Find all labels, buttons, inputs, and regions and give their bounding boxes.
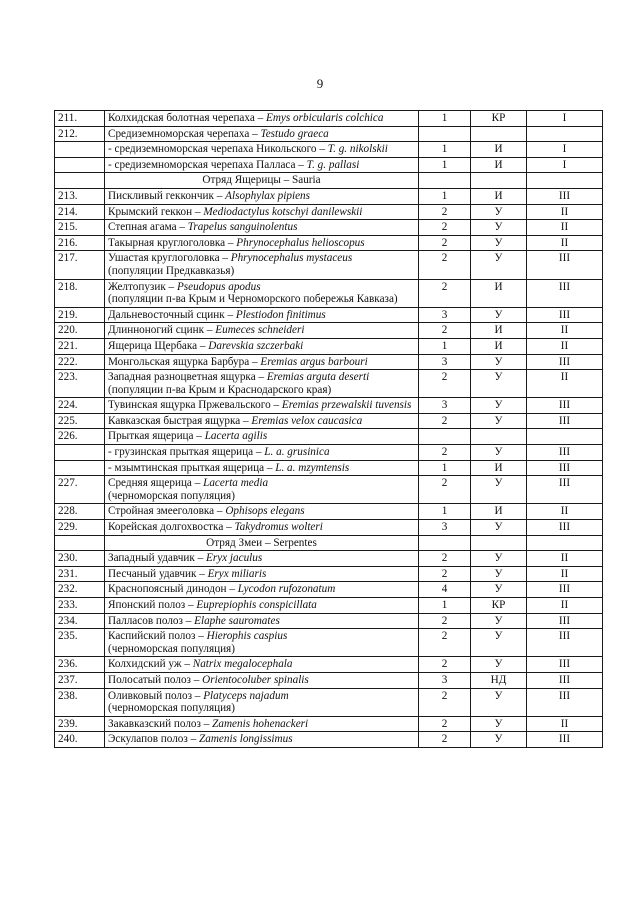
rarity-category: 3 (419, 672, 471, 688)
species-common-name: Стройная змееголовка – (108, 505, 226, 518)
group-header-row (55, 173, 603, 189)
species-common-name: Пискливый геккончик – (108, 189, 226, 202)
row-number: 236. (55, 657, 105, 673)
species-latin-name: Natrix megalocephala (192, 658, 293, 671)
table-row (55, 445, 603, 461)
protection-priority: II (527, 204, 603, 220)
rarity-category: 1 (419, 142, 471, 158)
species-common-name: Колхидская болотная черепаха – (108, 112, 267, 124)
species-name (105, 445, 419, 461)
status-code: У (471, 551, 527, 567)
status-code: И (471, 460, 527, 476)
species-name (105, 188, 419, 204)
rarity-category: 2 (419, 204, 471, 220)
population-note: (черноморская популяция) (108, 642, 235, 655)
row-number: 218. (55, 279, 105, 307)
species-name (105, 354, 419, 370)
protection-priority (527, 126, 603, 142)
rarity-category: 2 (419, 279, 471, 307)
species-common-name: Средняя ящерица – (108, 477, 204, 490)
species-latin-name: T. g. pallasi (306, 158, 360, 171)
species-latin-name: Euprepiophis conspicillata (196, 599, 317, 611)
table-row (55, 629, 603, 657)
species-name (105, 613, 419, 629)
species-latin-name: Eryx jaculus (206, 552, 263, 565)
protection-priority: II (527, 220, 603, 236)
row-number: 230. (55, 551, 105, 567)
species-name (105, 732, 419, 748)
protection-priority: II (527, 323, 603, 339)
table-row (55, 598, 603, 614)
species-common-name: Оливковый полоз – (108, 689, 204, 702)
rarity-category: 2 (419, 220, 471, 236)
status-code (471, 429, 527, 445)
species-common-name: - мзымтинская прыткая ящерица – (108, 461, 276, 474)
status-code: У (471, 398, 527, 414)
rarity-category: 2 (419, 613, 471, 629)
table-row (55, 142, 603, 158)
rarity-category (419, 126, 471, 142)
row-number: 215. (55, 220, 105, 236)
rarity-category: 1 (419, 460, 471, 476)
protection-priority: III (527, 354, 603, 370)
status-code: У (471, 613, 527, 629)
row-number: 240. (55, 732, 105, 748)
status-code: У (471, 445, 527, 461)
status-code: У (471, 220, 527, 236)
species-common-name: Закавказский полоз – (108, 717, 213, 730)
status-code: У (471, 688, 527, 716)
species-common-name: Японский полоз – (108, 599, 197, 611)
row-number: 221. (55, 338, 105, 354)
species-name (105, 413, 419, 429)
status-code: И (471, 188, 527, 204)
page-number: 9 (316, 76, 324, 91)
protection-priority: I (527, 157, 603, 173)
status-code: У (471, 566, 527, 582)
species-common-name: Эскулапов полоз – (108, 733, 200, 746)
species-latin-name: Takydromus wolteri (234, 521, 323, 534)
population-note: (популяции Предкавказья) (108, 264, 235, 277)
rarity-category: 2 (419, 566, 471, 582)
species-common-name: Западный удавчик – (108, 552, 206, 565)
species-name (105, 460, 419, 476)
table-row (55, 188, 603, 204)
species-name (105, 429, 419, 445)
species-common-name: Ящерица Щербака – (108, 339, 209, 352)
species-latin-name: Phrynocephalus mystaceus (230, 252, 353, 265)
table-row (55, 672, 603, 688)
species-name (105, 370, 419, 398)
population-note: (черноморская популяция) (108, 489, 235, 502)
rarity-category: 2 (419, 716, 471, 732)
status-code: У (471, 251, 527, 279)
status-code: КР (471, 598, 527, 614)
table-row (55, 566, 603, 582)
species-latin-name: Pseudopus apodus (176, 280, 261, 293)
table-row (55, 279, 603, 307)
species-common-name: Монгольская ящурка Барбура – (108, 355, 261, 368)
protection-priority: III (527, 732, 603, 748)
species-common-name: Желтопузик – (108, 280, 177, 293)
table-row (55, 613, 603, 629)
row-number: 225. (55, 413, 105, 429)
species-latin-name: T. g. nikolskii (327, 143, 388, 156)
species-latin-name: Testudo graeca (260, 127, 329, 140)
species-latin-name: Lacerta agilis (204, 430, 268, 443)
status-code (471, 535, 527, 551)
species-name (105, 126, 419, 142)
rarity-category (419, 535, 471, 551)
species-common-name: Каспийский полоз – (108, 630, 207, 643)
status-code: У (471, 520, 527, 536)
rarity-category: 2 (419, 251, 471, 279)
protection-priority: III (527, 629, 603, 657)
protection-priority: III (527, 188, 603, 204)
rarity-category: 1 (419, 504, 471, 520)
protection-priority: II (527, 551, 603, 567)
status-code: И (471, 504, 527, 520)
row-number: 238. (55, 688, 105, 716)
protection-priority: III (527, 307, 603, 323)
table-row (55, 126, 603, 142)
status-code: У (471, 370, 527, 398)
rarity-category: 2 (419, 445, 471, 461)
table-row (55, 582, 603, 598)
protection-priority: III (527, 279, 603, 307)
species-common-name: Отряд Ящерицы – Sauria (202, 174, 321, 187)
status-code (471, 173, 527, 189)
species-name (105, 520, 419, 536)
table-row (55, 338, 603, 354)
table-row (55, 413, 603, 429)
rarity-category: 2 (419, 732, 471, 748)
species-latin-name: Mediodactylus kotschyi danilewskii (203, 205, 363, 218)
species-common-name: Палласов полоз – (108, 614, 195, 627)
species-name (105, 672, 419, 688)
rarity-category: 2 (419, 235, 471, 251)
row-number (55, 445, 105, 461)
rarity-category (419, 429, 471, 445)
protection-priority: II (527, 235, 603, 251)
status-code: У (471, 582, 527, 598)
protection-priority: II (527, 504, 603, 520)
species-common-name: Ушастая круглоголовка – (108, 252, 231, 265)
species-common-name: Такырная круглоголовка – (108, 236, 237, 249)
protection-priority: III (527, 476, 603, 504)
row-number: 228. (55, 504, 105, 520)
species-name (105, 716, 419, 732)
table-row (55, 157, 603, 173)
species-name (105, 535, 419, 551)
rarity-category: 2 (419, 688, 471, 716)
row-number: 220. (55, 323, 105, 339)
protection-priority: III (527, 657, 603, 673)
table-row (55, 520, 603, 536)
status-code: У (471, 629, 527, 657)
protection-priority: III (527, 672, 603, 688)
table-row (55, 235, 603, 251)
table-row (55, 429, 603, 445)
species-name (105, 566, 419, 582)
species-name (105, 157, 419, 173)
table-row (55, 204, 603, 220)
table-row (55, 354, 603, 370)
species-name (105, 279, 419, 307)
table-row (55, 504, 603, 520)
population-note: (черноморская популяция) (108, 702, 235, 715)
species-latin-name: Trapelus sanguinolentus (187, 221, 298, 234)
rarity-category: 2 (419, 657, 471, 673)
species-common-name: Кавказская быстрая ящурка – (108, 414, 252, 427)
species-name (105, 251, 419, 279)
row-number: 229. (55, 520, 105, 536)
species-name (105, 504, 419, 520)
status-code: У (471, 204, 527, 220)
table-row (55, 323, 603, 339)
species-latin-name: Ophisops elegans (225, 505, 305, 518)
row-number: 214. (55, 204, 105, 220)
status-code: И (471, 142, 527, 158)
row-number: 231. (55, 566, 105, 582)
population-note: (популяции п-ва Крым и Черноморского побережья Кавказа) (108, 293, 398, 306)
row-number: 213. (55, 188, 105, 204)
rarity-category: 1 (419, 157, 471, 173)
status-code: У (471, 476, 527, 504)
row-number: 222. (55, 354, 105, 370)
species-name (105, 657, 419, 673)
species-name (105, 476, 419, 504)
row-number: 211. (55, 111, 105, 127)
rarity-category: 2 (419, 476, 471, 504)
status-code: И (471, 338, 527, 354)
population-note: (популяции п-ва Крым и Краснодарского края) (108, 383, 332, 396)
protection-priority: II (527, 566, 603, 582)
rarity-category: 1 (419, 111, 471, 127)
rarity-category: 3 (419, 398, 471, 414)
rarity-category: 2 (419, 323, 471, 339)
species-latin-name: Phrynocephalus helioscopus (236, 236, 365, 249)
status-code: У (471, 235, 527, 251)
status-code: У (471, 307, 527, 323)
table-row (55, 460, 603, 476)
species-latin-name: Zamenis longissimus (199, 733, 293, 746)
species-name (105, 204, 419, 220)
row-number (55, 157, 105, 173)
protection-priority (527, 173, 603, 189)
species-common-name: Длинноногий сцинк – (108, 324, 216, 337)
table-row (55, 370, 603, 398)
status-code: И (471, 323, 527, 339)
protection-priority: III (527, 613, 603, 629)
species-common-name: - средиземноморская черепаха Палласа – (108, 158, 307, 171)
species-latin-name: Zamenis hohenackeri (212, 717, 309, 730)
species-name (105, 235, 419, 251)
protection-priority (527, 535, 603, 551)
species-latin-name: L. a. grusinica (264, 446, 330, 459)
rarity-category: 1 (419, 188, 471, 204)
species-common-name: Тувинская ящурка Пржевальского – (108, 399, 282, 412)
species-latin-name: Eryx miliaris (207, 567, 267, 580)
protection-priority: III (527, 520, 603, 536)
rarity-category: 3 (419, 520, 471, 536)
species-name (105, 307, 419, 323)
status-code: У (471, 413, 527, 429)
species-latin-name: Lacerta media (203, 477, 269, 490)
species-name (105, 398, 419, 414)
species-name (105, 142, 419, 158)
species-common-name: Степная агама – (108, 221, 188, 234)
species-latin-name: Eremias przewalskii tuvensis (281, 399, 412, 412)
species-common-name: Полосатый полоз – (108, 673, 203, 686)
species-latin-name: Plestiodon finitimus (235, 308, 326, 321)
table-row (55, 657, 603, 673)
table-row (55, 716, 603, 732)
species-name (105, 551, 419, 567)
row-number: 216. (55, 235, 105, 251)
row-number: 212. (55, 126, 105, 142)
protection-priority: III (527, 445, 603, 461)
species-common-name: Средиземноморская черепаха – (108, 127, 261, 140)
row-number (55, 535, 105, 551)
species-common-name: Колхидский уж – (108, 658, 193, 671)
status-code: И (471, 157, 527, 173)
species-latin-name: L. a. mzymtensis (275, 461, 350, 474)
species-common-name: Западная разноцветная ящурка – (108, 371, 267, 384)
row-number (55, 173, 105, 189)
species-name (105, 323, 419, 339)
rarity-category: 2 (419, 551, 471, 567)
protection-priority: III (527, 582, 603, 598)
rarity-category: 2 (419, 413, 471, 429)
table-row (55, 220, 603, 236)
protection-priority: III (527, 413, 603, 429)
table-row (55, 476, 603, 504)
protection-priority: II (527, 370, 603, 398)
table-row (55, 398, 603, 414)
species-latin-name: Darevskia szczerbaki (208, 339, 304, 352)
row-number: 239. (55, 716, 105, 732)
row-number: 233. (55, 598, 105, 614)
row-number: 223. (55, 370, 105, 398)
species-name (105, 598, 419, 614)
status-code: У (471, 354, 527, 370)
species-table (54, 110, 603, 748)
species-latin-name: Eremias argus barbouri (260, 355, 368, 368)
rarity-category: 3 (419, 307, 471, 323)
row-number: 235. (55, 629, 105, 657)
status-code: И (471, 279, 527, 307)
species-name (105, 629, 419, 657)
species-name (105, 338, 419, 354)
row-number: 217. (55, 251, 105, 279)
species-common-name: Отряд Змеи – Serpentes (206, 536, 317, 549)
row-number: 226. (55, 429, 105, 445)
protection-priority: III (527, 688, 603, 716)
rarity-category: 4 (419, 582, 471, 598)
status-code: КР (471, 111, 527, 127)
species-common-name: Корейская долгохвостка – (108, 521, 235, 534)
table-row (55, 111, 603, 127)
status-code (471, 126, 527, 142)
table-row (55, 251, 603, 279)
species-latin-name: Hierophis caspius (206, 630, 288, 643)
row-number (55, 142, 105, 158)
species-name (105, 111, 419, 127)
status-code: У (471, 716, 527, 732)
species-latin-name: Eumeces schneideri (215, 324, 305, 337)
species-common-name: - средиземноморская черепаха Никольского – (108, 143, 328, 156)
table-row (55, 551, 603, 567)
species-latin-name: Eremias velox caucasica (251, 414, 363, 427)
protection-priority: II (527, 338, 603, 354)
table-row (55, 688, 603, 716)
group-header-row (55, 535, 603, 551)
species-name (105, 582, 419, 598)
row-number (55, 460, 105, 476)
row-number: 234. (55, 613, 105, 629)
species-common-name: - грузинская прыткая ящерица – (108, 446, 265, 459)
table-row (55, 732, 603, 748)
protection-priority: I (527, 111, 603, 127)
status-code: У (471, 657, 527, 673)
status-code: НД (471, 672, 527, 688)
species-name (105, 173, 419, 189)
row-number: 224. (55, 398, 105, 414)
species-latin-name: Lycodon rufozonatum (237, 583, 336, 596)
protection-priority: III (527, 251, 603, 279)
rarity-category: 1 (419, 598, 471, 614)
rarity-category: 1 (419, 338, 471, 354)
species-common-name: Краснопоясный динодон – (108, 583, 238, 596)
protection-priority (527, 429, 603, 445)
protection-priority: I (527, 142, 603, 158)
species-common-name: Дальневосточный сцинк – (108, 308, 236, 321)
protection-priority: II (527, 598, 603, 614)
rarity-category (419, 173, 471, 189)
protection-priority: III (527, 398, 603, 414)
species-name (105, 688, 419, 716)
species-common-name: Прыткая ящерица – (108, 430, 205, 443)
species-latin-name: Emys orbicularis colchica (266, 112, 384, 124)
protection-priority: III (527, 460, 603, 476)
species-common-name: Песчаный удавчик – (108, 567, 208, 580)
rarity-category: 3 (419, 354, 471, 370)
protection-priority: II (527, 716, 603, 732)
species-latin-name: Eremias arguta deserti (266, 371, 370, 384)
species-latin-name: Alsophylax pipiens (225, 189, 310, 202)
status-code: У (471, 732, 527, 748)
table-row (55, 307, 603, 323)
species-latin-name: Elaphe sauromates (194, 614, 280, 627)
species-latin-name: Orientocoluber spinalis (202, 673, 309, 686)
row-number: 232. (55, 582, 105, 598)
row-number: 219. (55, 307, 105, 323)
rarity-category: 2 (419, 629, 471, 657)
row-number: 227. (55, 476, 105, 504)
species-name (105, 220, 419, 236)
rarity-category: 2 (419, 370, 471, 398)
species-latin-name: Platyceps najadum (203, 689, 289, 702)
species-common-name: Крымский геккон – (108, 205, 204, 218)
row-number: 237. (55, 672, 105, 688)
